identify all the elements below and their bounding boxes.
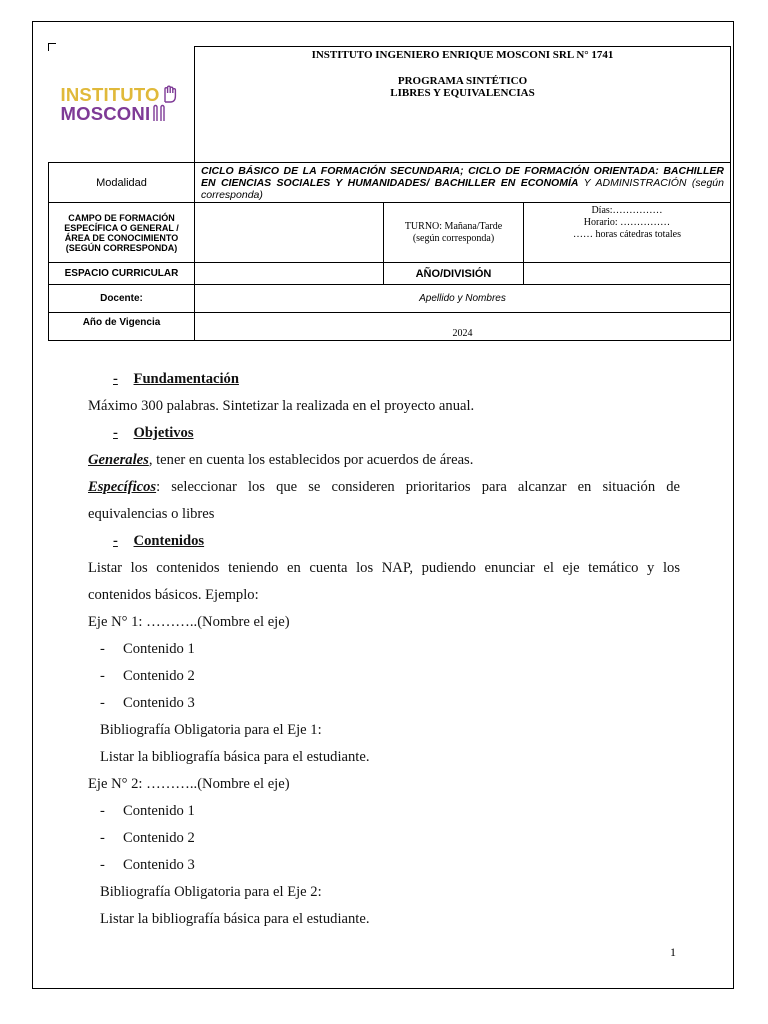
contenidos-text-cont: contenidos básicos. Ejemplo:	[88, 587, 259, 603]
heading-dash: -	[113, 425, 118, 441]
hand-icon	[152, 104, 166, 122]
eje-2-bibliography-text: Listar la bibliografía básica para el estudiante.	[100, 911, 370, 927]
eje-2-bibliography-title: Bibliografía Obligatoria para el Eje 2:	[100, 884, 322, 900]
title-cell	[195, 47, 731, 163]
heading-dash: -	[113, 533, 118, 549]
heading-text: Fundamentación	[133, 371, 239, 387]
campo-label: CAMPO DE FORMACIÓN ESPECÍFICA O GENERAL /ÁREA DE CONOCIMIENTO (SEGÚN CORRESPONDA)	[49, 203, 195, 263]
campo-value	[195, 203, 384, 263]
institute-logo	[53, 85, 191, 123]
list-item	[100, 690, 195, 717]
heading-text: Contenidos	[133, 533, 205, 549]
turno-text: TURNO: Mañana/Tarde	[404, 220, 503, 232]
content-item: Contenido 2	[123, 668, 195, 684]
eje-1-bibliography-title: Bibliografía Obligatoria para el Eje 1:	[100, 722, 322, 738]
anio-division-value	[524, 263, 731, 285]
header-table	[48, 46, 731, 341]
espacio-label: ESPACIO CURRICULAR	[49, 263, 195, 285]
vigencia-value: 2024	[195, 313, 731, 341]
modalidad-text: CICLO BÁSICO DE LA FORMACIÓN SECUNDARIA; CICLO DE FORMACIÓN ORIENTADA: BACHILLER EN CIENCIAS SOCIALES Y HUMANIDADES/ BACHILLER EN ECONOMÍA	[201, 164, 724, 189]
horas-text: …… horas cátedras totales	[572, 229, 682, 240]
heading-dash: -	[113, 371, 118, 387]
especificos-text: : seleccionar los que se consideren prioritarios para alcanzar en situación de	[156, 479, 680, 495]
logo-text-top: INSTITUTO	[60, 84, 160, 106]
bullet: -	[100, 830, 105, 846]
modalidad-label: Modalidad	[49, 163, 195, 203]
anio-division-label: AÑO/DIVISIÓN	[384, 263, 524, 285]
especificos-text-cont: equivalencias o libres	[88, 506, 215, 522]
bullet: -	[100, 695, 105, 711]
horario-text: Horario: ……………	[583, 217, 671, 228]
list-item	[100, 852, 195, 879]
content-item: Contenido 1	[123, 641, 195, 657]
fundamentacion-text: Máximo 300 palabras. Sintetizar la realizada en el proyecto anual.	[88, 398, 475, 414]
content-item: Contenido 1	[123, 803, 195, 819]
objetivos-heading	[113, 420, 194, 447]
list-item	[100, 636, 195, 663]
content-item: Contenido 3	[123, 857, 195, 873]
schedule-cell	[524, 203, 731, 263]
docente-value: Apellido y Nombres	[195, 285, 731, 313]
logo-cell	[49, 47, 195, 163]
eje-1-title: Eje N° 1: ………..(Nombre el eje)	[88, 614, 290, 630]
list-item	[100, 663, 195, 690]
logo-text-bottom: MOSCONI	[60, 103, 151, 125]
dias-text: Días:……………	[591, 205, 663, 216]
modalidad-value	[195, 163, 731, 203]
generales-label: Generales	[88, 452, 149, 468]
content-item: Contenido 2	[123, 830, 195, 846]
modalidad-text-tail: Y ADMINISTRACIÓN (según corresponda)	[201, 176, 724, 201]
heading-text: Objetivos	[133, 425, 194, 441]
contenidos-heading	[113, 528, 204, 555]
bullet: -	[100, 641, 105, 657]
especificos-paragraph	[88, 474, 680, 501]
contenidos-text: Listar los contenidos teniendo en cuenta los NAP, pudiendo enunciar el eje temático y los	[88, 560, 680, 576]
content-item: Contenido 3	[123, 695, 195, 711]
corner-mark	[48, 43, 56, 44]
vigencia-label: Año de Vigencia	[49, 313, 195, 341]
generales-paragraph	[88, 447, 473, 474]
especificos-label: Específicos	[88, 479, 157, 495]
fundamentacion-heading	[113, 366, 239, 393]
generales-text: , tener en cuenta los establecidos por acuerdos de áreas.	[148, 452, 474, 468]
bullet: -	[100, 668, 105, 684]
docente-label: Docente:	[49, 285, 195, 313]
eje-1-bibliography-text: Listar la bibliografía básica para el estudiante.	[100, 749, 370, 765]
list-item	[100, 825, 195, 852]
bullet: -	[100, 803, 105, 819]
hand-icon	[162, 85, 178, 103]
bullet: -	[100, 857, 105, 873]
program-title: PROGRAMA SINTÉTICO	[397, 75, 528, 87]
institution-name: INSTITUTO INGENIERO ENRIQUE MOSCONI SRL N° 1741	[311, 49, 614, 61]
turno-note: (según corresponda)	[412, 232, 495, 244]
espacio-value	[195, 263, 384, 285]
eje-2-title: Eje N° 2: ………..(Nombre el eje)	[88, 776, 290, 792]
page-number: 1	[670, 945, 676, 959]
turno-cell	[384, 203, 524, 263]
program-subtitle: LIBRES Y EQUIVALENCIAS	[390, 87, 535, 99]
list-item	[100, 798, 195, 825]
